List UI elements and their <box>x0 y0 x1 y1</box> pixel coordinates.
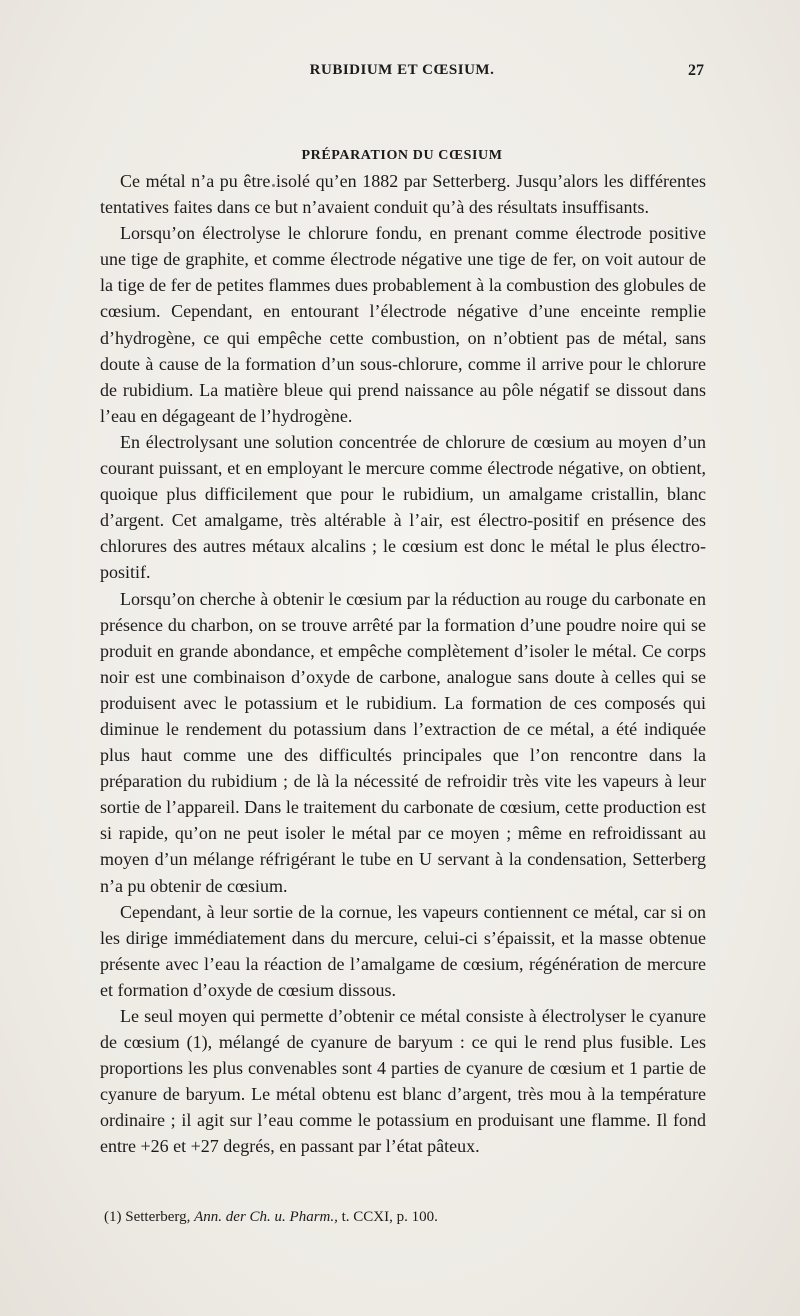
section-title: PRÉPARATION DU CŒSIUM <box>301 148 503 163</box>
page-header <box>100 62 704 86</box>
footnote-marker: (1) <box>104 1209 122 1225</box>
paragraph-5: Cependant, à leur sortie de la cornue, les vapeurs contiennent ce métal, car si on les dirige immédiatement dans du mercure, celui-ci s’épaissit, et la masse obtenue présente avec l’eau la réaction de l’amalgame de cœsium, régénération de mercure et formation d’oxyde de cœsium dissous. <box>100 901 706 1000</box>
paragraph-4: Lorsqu’on cherche à obtenir le cœsium par la réduction au rouge du carbonate en présence du charbon, on se trouve arrêté par la formation d’une poudre noire qui se produit en grande abondance, et empêche complètement d’isoler le métal. Ce corps noir est une combinaison d’oxyde de carbone, analogue sans doute à celles qui se produisent avec le potassium et le rubidium. La formation de ces composés qui diminue le rendement du potassium dans l’extraction de ce métal, a été indiquée plus haut comme une des difficultés principales que l’on rencontre dans la préparation du rubidium ; de là la nécessité de refroidir très vite les vapeurs à leur sortie de l’appareil. Dans le traitement du carbonate de cœsium, cette production est si rapide, qu’on ne peut isoler le métal par ce moyen ; même en refroidissant au moyen d’un mélange réfrigérant le tube en U servant à la condensation, Setterberg n’a pu obtenir de cœsium. <box>100 588 706 896</box>
paragraph-3: En électrolysant une solution concentrée de chlorure de cœsium au moyen d’un courant puissant, et en employant le mercure comme électrode négative, on obtient, quoique plus difficilement que pour le rubidium, un amalgame cristallin, blanc d’argent. Cet amalgame, très altérable à l’air, est électro-positif en présence des chlorures des autres métaux alcalins ; le cœsium est donc le métal le plus électro-positif. <box>100 431 706 583</box>
footnote-reference: t. CCXI, p. 100. <box>341 1209 438 1225</box>
running-title: RUBIDIUM ET CŒSIUM. <box>309 62 495 78</box>
paragraph-2: Lorsqu’on électrolyse le chlorure fondu, en prenant comme électrode positive une tige de graphite, et comme électrode négative une tige de fer, on voit autour de la tige de fer de petites flammes dues probablement à la combustion des globules de cœsium. Cependant, en entourant l’électrode négative d’une enceinte remplie d’hydrogène, ce qui empêche cette combustion, on n’obtient pas de métal, sans doute à cause de la formation d’un sous-chlorure, comme il arrive pour le chlorure de rubidium. La matière bleue qui prend naissance au pôle négatif se dissout dans l’eau en dégageant de l’hydrogène. <box>100 223 706 426</box>
paragraph-6: Le seul moyen qui permette d’obtenir ce métal consiste à électrolyser le cyanure de cœsium (1), mélangé de cyanure de baryum : ce qui le rend plus fusible. Les proportions les plus convenables sont 4 parties de cyanure de cœsium et 1 partie de cyanure de baryum. Le métal obtenu est blanc d’argent, très mou à la température ordinaire ; il agit sur l’eau comme le potassium en produisant une flamme. Il fond entre +26 et +27 degrés, en passant par l’état pâteux. <box>100 1006 706 1157</box>
body-text <box>100 168 706 1160</box>
paragraph-1: Ce métal n’a pu être isolé qu’en 1882 par Setterberg. Jusqu’alors les différentes tentatives faites dans ce but n’avaient conduit qu’à des résultats insuffisants. <box>100 171 706 218</box>
footnote-author: Setterberg, <box>125 1209 191 1225</box>
footnote <box>104 1207 704 1227</box>
footnote-journal: Ann. der Ch. u. Pharm., <box>194 1209 338 1225</box>
page-number: 27 <box>688 62 704 79</box>
